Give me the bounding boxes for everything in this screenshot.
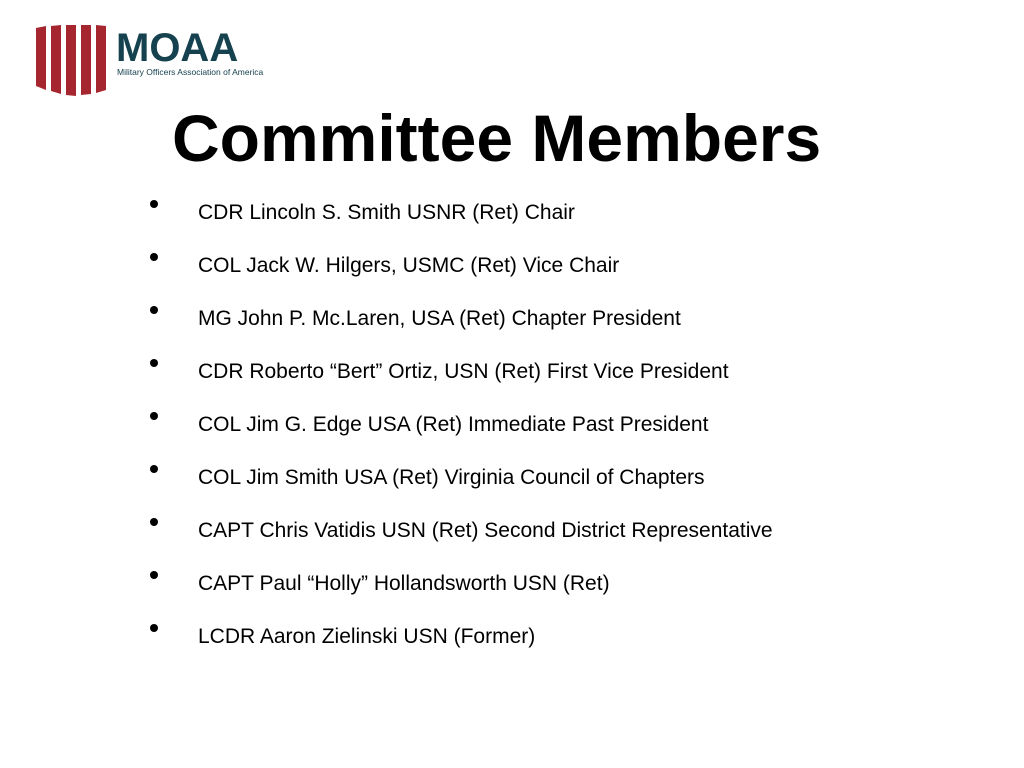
flag-stripes-icon: [36, 24, 112, 96]
bullet-icon: [150, 571, 158, 579]
member-name: CDR Lincoln S. Smith USNR (Ret) Chair: [198, 201, 575, 224]
bullet-icon: [150, 518, 158, 526]
bullet-icon: [150, 200, 158, 208]
member-name: CAPT Paul “Holly” Hollandsworth USN (Ret): [198, 572, 610, 595]
bullet-icon: [150, 306, 158, 314]
logo-wordmark: MOAA: [116, 26, 239, 70]
member-name: CAPT Chris Vatidis USN (Ret) Second District Representative: [198, 519, 773, 542]
member-name: LCDR Aaron Zielinski USN (Former): [198, 625, 536, 648]
bullet-icon: [150, 624, 158, 632]
moaa-logo: [36, 24, 266, 98]
bullet-icon: [150, 359, 158, 367]
member-name: COL Jim Smith USA (Ret) Virginia Council of Chapters: [198, 466, 705, 489]
page-title: Committee Members: [172, 101, 822, 175]
logo-tagline: Military Officers Association of America: [117, 67, 264, 77]
member-name: COL Jim G. Edge USA (Ret) Immediate Past President: [198, 413, 709, 436]
member-name: CDR Roberto “Bert” Ortiz, USN (Ret) First Vice President: [198, 360, 729, 383]
bullet-icon: [150, 253, 158, 261]
member-name: COL Jack W. Hilgers, USMC (Ret) Vice Chair: [198, 254, 620, 277]
bullet-icon: [150, 412, 158, 420]
bullet-icon: [150, 465, 158, 473]
member-name: MG John P. Mc.Laren, USA (Ret) Chapter President: [198, 307, 681, 330]
